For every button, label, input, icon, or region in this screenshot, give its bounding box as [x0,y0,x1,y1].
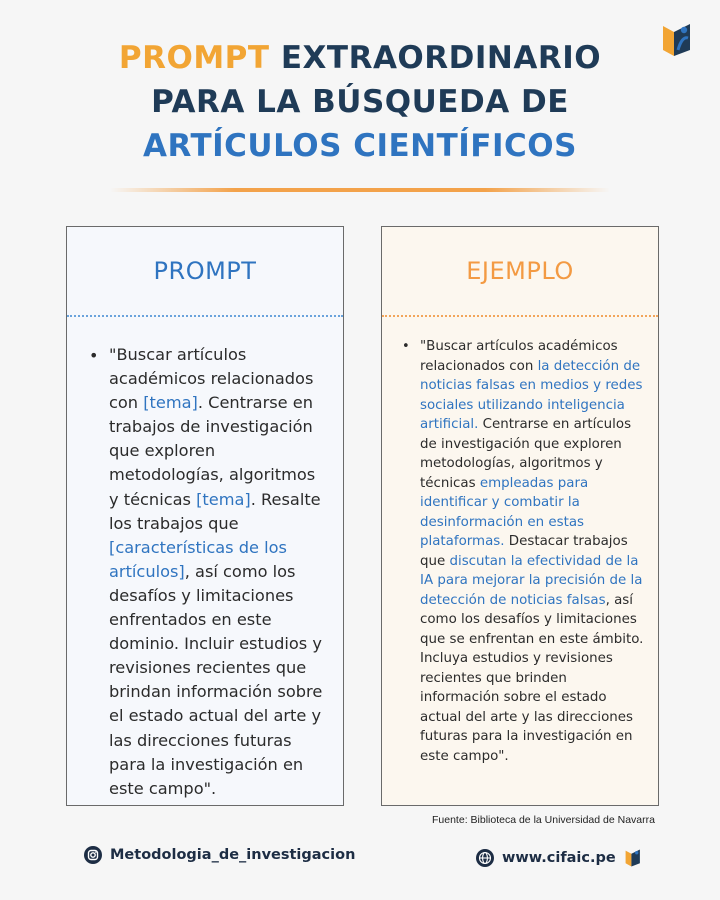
instagram-icon [84,846,102,864]
title-line-2: PARA LA BÚSQUEDA DE [151,84,569,120]
instagram-handle-text: Metodologia_de_investigacion [110,847,356,863]
title-line-3: ARTÍCULOS CIENTÍFICOS [143,128,577,164]
website-text: www.cifaic.pe [502,850,616,866]
prompt-card-text [67,317,343,801]
example-card [381,226,659,806]
prompt-text-4: , así como los desafíos y limitaciones enfrentados en este dominio. Incluir estudios y revisiones recientes que brindan información sobre el estado actual del arte y las direcciones futuras para la investigación en este campo". [109,561,323,798]
example-text-4: , así como los desafíos y limitaciones que se enfrentan en este ámbito. Incluya estudios y revisiones recientes que brinden información sobre el estado actual del arte y las direcciones futuras para la investigación en este campo". [420,592,644,764]
prompt-card-heading: PROMPT [153,257,257,285]
title-word-prompt: PROMPT [118,40,270,76]
title-underline [110,188,610,192]
example-text-2: Centrarse en artículos de investigación que exploren metodologías, algoritmos y técnicas [420,417,632,491]
prompt-card [66,226,344,806]
example-highlight-2: empleadas para identificar y combatir la desinformación en estas plataformas. [420,475,589,549]
example-highlight-1: la detección de noticias falsas en medios y redes sociales utilizando inteligencia artificial. [420,358,643,432]
placeholder-caracteristicas: [características de los artículos] [109,537,287,581]
example-card-heading: EJEMPLO [466,257,574,285]
example-highlight-3: discutan la efectividad de la IA para mejorar la precisión de la detección de noticias falsas [420,553,643,608]
brand-logo-small-icon [624,846,642,870]
example-text-1: "Buscar artículos académicos relacionados con [420,339,618,374]
website-link[interactable] [476,846,642,870]
prompt-text-2: . Centrarse en trabajos de investigación que exploren metodologías, algoritmos y técnicas [109,393,316,509]
placeholder-tema-2: [tema] [196,489,251,509]
page-title [0,36,720,168]
source-credit: Fuente: Biblioteca de la Universidad de Navarra [432,814,655,826]
example-card-text [382,317,658,766]
title-word-extraordinario: EXTRAORDINARIO [280,40,602,76]
prompt-text-1: "Buscar artículos académicos relacionados con [109,345,314,413]
example-text-3: Destacar trabajos que [420,534,628,569]
bullet: • [402,339,410,354]
placeholder-tema-1: [tema] [143,393,198,413]
globe-icon [476,849,494,867]
prompt-text-3: . Resalte los trabajos que [109,489,321,533]
instagram-handle[interactable] [84,846,355,864]
bullet: • [89,346,99,365]
